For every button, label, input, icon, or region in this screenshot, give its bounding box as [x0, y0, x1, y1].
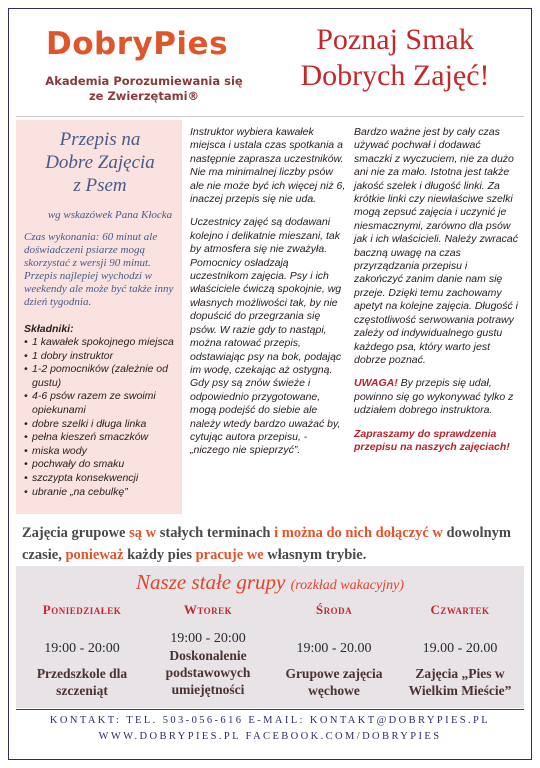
warning-text: By przepis się udał, powinno się go wykonywać tylko z udziałem dobrego instruktora. — [354, 377, 514, 417]
title-line-2: Dobrych Zajęć! — [300, 59, 490, 92]
instruction-paragraph: Instruktor wybiera kawałek miejsca i ustala czas spotkania a następnie zaprasza uczestników. — [190, 126, 344, 165]
group-wednesday — [272, 602, 396, 699]
ingredients-list — [24, 336, 176, 499]
instructions-column-1 — [190, 126, 346, 458]
schedule-title: Nasze stałe grupy — [136, 570, 286, 594]
ingredient-item: • szczypta konsekwencji — [24, 472, 176, 486]
group-time: 19.00 - 20.00 — [422, 641, 498, 656]
group-day: Wtorek — [183, 602, 233, 617]
notice-segment: są w — [129, 525, 160, 541]
page-title — [270, 22, 520, 94]
instruction-paragraph: Pomocnicy osładzają uczestnikom zajęcia. Psy i ich właściciele ćwiczą spokojnie, wg własnych możliwości tak, by nie dopuścić do przegrzania się psów. W razie gdy to nastąpi, można ratować przepis, odstawiając psy na bok, podając im wodę, czekając aż ostygną. Gdy psy są znów świeże i odpowiednio przygotowane, mogą podejść do siebie ale należy wtedy bardzo uważać by, cytując autora przepisu, - „niczego nie spieprzyć”. — [190, 256, 342, 457]
notice-segment: Zajęcia grupowe — [22, 525, 130, 541]
group-notice — [22, 522, 518, 566]
recipe-author: wg wskazówek Pana Kłocka — [47, 209, 173, 221]
contact-line-1: KONTAKT: TEL. 503-056-616 E-MAIL: KONTAKT@DOBRYPIES.PL — [49, 715, 491, 726]
instruction-paragraph: Uczestnicy zajęć są dodawani kolejno i delikatnie mieszani, tak by atmosfera się nie zważyła. — [190, 216, 340, 256]
group-tuesday — [146, 602, 270, 698]
logo-subtitle — [20, 74, 268, 104]
recipe-title-line-1: Przepis na — [59, 129, 141, 150]
group-time: 19:00 - 20:00 — [44, 641, 120, 656]
title-line-1: Poznaj Smak — [316, 23, 474, 56]
ingredient-item: • pochwały do smaku — [24, 458, 176, 472]
group-monday — [20, 602, 144, 699]
contact-line-2: WWW.DOBRYPIES.PL FACEBOOK.COM/DOBRYPIES — [98, 731, 442, 742]
notice-segment: i można do nich dołączyć w — [274, 525, 447, 541]
notice-segment: dowolnym czasie, — [22, 525, 511, 563]
recipe-title-line-3: z Psem — [73, 175, 127, 196]
footer-divider — [16, 709, 524, 710]
notice-segment: pracuje we — [195, 547, 268, 563]
ingredient-item: • 1-2 pomocników (zależnie od gustu) — [24, 363, 176, 390]
group-day: Poniedziałek — [42, 602, 122, 617]
invitation-text: Zapraszamy do sprawdzenia przepisu na naszych zajęciach! — [354, 427, 510, 453]
notice-segment: własnym trybie. — [267, 547, 367, 563]
notice-segment: stałych terminach — [159, 525, 275, 541]
header-divider — [16, 116, 524, 117]
ingredients-heading: Składniki: — [24, 323, 74, 335]
logo-subtitle-line-1: Akademia Porozumiewania się — [45, 74, 243, 88]
recipe-title-line-2: Dobre Zajęcia — [45, 152, 155, 173]
group-name: Przedszkole dla szczeniąt — [36, 666, 128, 698]
schedule-heading — [16, 570, 524, 595]
ingredient-item: • 1 dobry instruktor — [24, 350, 176, 364]
schedule-panel — [16, 566, 524, 708]
ingredient-item: • pełna kieszeń smaczków — [24, 431, 176, 445]
instructions-column-2 — [354, 126, 518, 454]
instruction-paragraph: Bardzo ważne jest by cały czas używać pochwał i dodawać smaczki z wyczuciem, nie za dużo ani nie za mało. Istotna jest także jakość szelek i długość linki. Za krótkie linki czy niewłaściwe szelki mogą zepsuć zajęcia i uczynić je niesmacznymi, zarówno dla psów jak i ich właścicieli. Należy zwracać baczną uwagę na czas przyrządzania przepisu i zakończyć zanim danie nam się przeje. Dzięki temu zachowamy apetyt na kolejne zajęcia. Długość i częstotliwość serwowania potrawy zależy od indywidualnego gustu każdego psa, który warto jest dobrze poznać. — [354, 126, 519, 366]
group-day: Środa — [315, 602, 353, 617]
ingredient-item: • 4-6 psów razem ze swoimi opiekunami — [24, 390, 176, 417]
warning-paragraph — [354, 377, 518, 417]
logo-block — [20, 20, 268, 112]
ingredient-item: • miska wody — [24, 445, 176, 459]
group-day: Czwartek — [430, 602, 490, 617]
group-name: Doskonalenie podstawowych umiejętności — [165, 648, 251, 697]
schedule-subtitle: (rozkład wakacyjny) — [290, 578, 404, 593]
recipe-time-note: Czas wykonania: 60 minut ale doświadczeni psiarze mogą skorzystać z wersji 90 minut. Przepis najlepiej wychodzi w weekendy ale może być także inny dzień tygodnia. — [24, 231, 174, 308]
group-name: Zajęcia „Pies w Wielkim Mieście” — [408, 666, 512, 698]
notice-segment: każdy pies — [127, 547, 196, 563]
group-time: 19:00 - 20:00 — [170, 631, 246, 646]
ingredient-item: • 1 kawałek spokojnego miejsca — [24, 336, 176, 350]
recipe-title — [24, 128, 176, 197]
recipe-panel — [16, 120, 182, 514]
ingredient-item: • ubranie „na cebulkę” — [24, 486, 176, 500]
brand-logo: DobryPies — [46, 26, 229, 62]
group-thursday — [398, 602, 522, 699]
group-name: Grupowe zajęcia węchowe — [285, 666, 383, 698]
logo-subtitle-line-2: ze Zwierzętami® — [88, 89, 200, 103]
instruction-paragraph: Nie ma minimalnej liczby psów ale nie może być ich więcej niż 6, inaczej przepis się nie uda. — [190, 166, 346, 206]
ingredient-item: • dobre szelki i długa linka — [24, 418, 176, 432]
group-time: 19:00 - 20.00 — [296, 641, 372, 656]
warning-label: UWAGA! — [354, 377, 398, 390]
notice-segment: ponieważ — [65, 547, 128, 563]
